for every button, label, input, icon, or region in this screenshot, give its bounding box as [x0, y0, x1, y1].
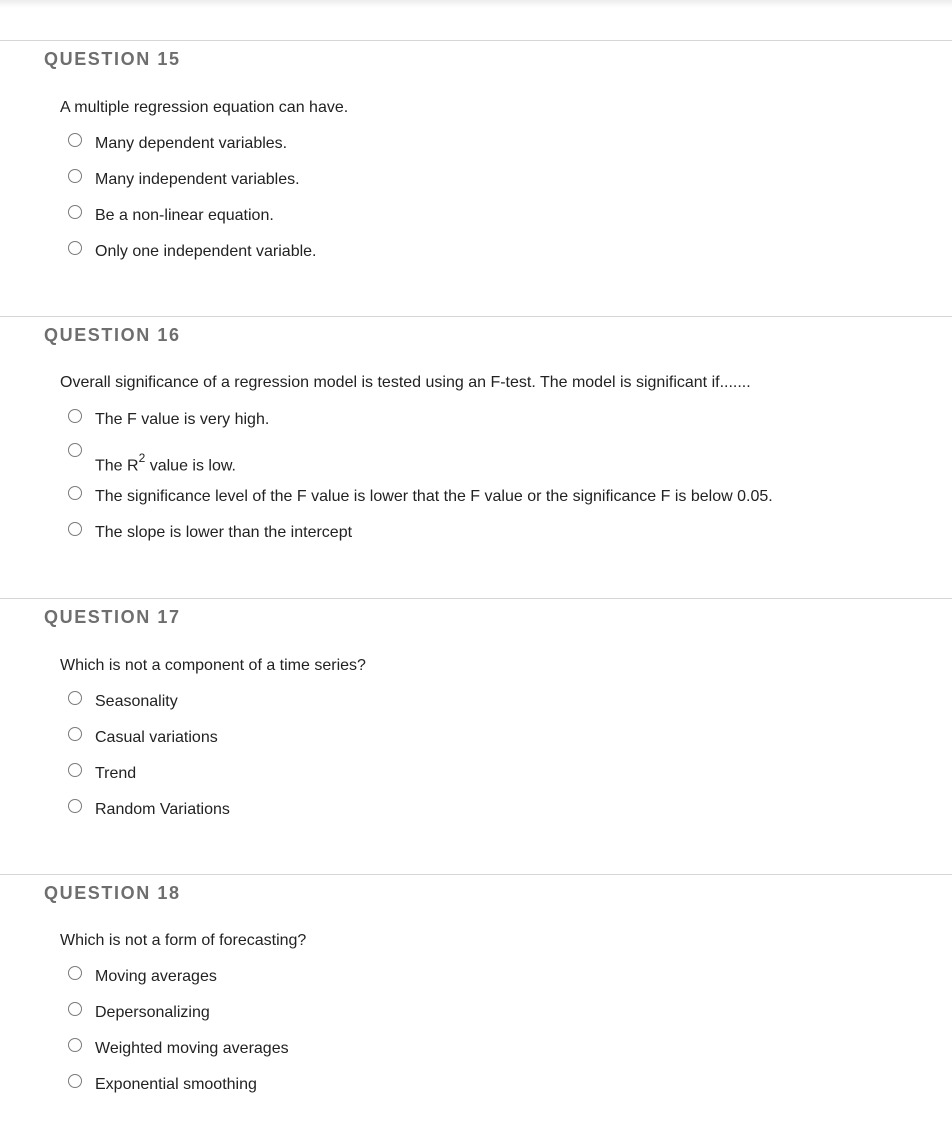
answer-label[interactable]: Seasonality	[95, 693, 178, 710]
answer-option[interactable]	[66, 133, 926, 157]
radio-button[interactable]	[68, 443, 82, 457]
radio-button[interactable]	[68, 522, 82, 536]
answer-label[interactable]: The significance level of the F value is lower that the F value or the significance F is below 0.05.	[95, 488, 773, 505]
answer-label[interactable]: The $R^2$ value is low.	[95, 451, 236, 475]
top-shadow	[0, 0, 952, 8]
answer-label[interactable]: Many dependent variables.	[95, 135, 288, 152]
radio-button[interactable]	[68, 1002, 82, 1016]
question-18	[0, 874, 952, 1129]
answer-label[interactable]: Be a non-linear equation.	[95, 207, 274, 224]
question-text: Which is not a component of a time series?	[60, 657, 366, 674]
radio-button[interactable]	[68, 169, 82, 183]
answer-label[interactable]: Exponential smoothing	[95, 1076, 257, 1093]
question-text: Which is not a form of forecasting?	[60, 932, 307, 949]
answer-option[interactable]	[66, 966, 926, 990]
answer-option[interactable]	[66, 205, 926, 229]
answer-option[interactable]	[66, 691, 926, 715]
answer-option[interactable]	[66, 241, 926, 265]
answer-label[interactable]: The slope is lower than the intercept	[95, 524, 353, 541]
answer-option[interactable]	[66, 169, 926, 193]
radio-button[interactable]	[68, 799, 82, 813]
question-title: QUESTION 18	[44, 883, 181, 903]
answer-label[interactable]: Trend	[95, 765, 137, 782]
radio-button[interactable]	[68, 1074, 82, 1088]
radio-button[interactable]	[68, 241, 82, 255]
answer-option[interactable]	[66, 763, 926, 787]
answer-label[interactable]: Random Variations	[95, 801, 230, 818]
answer-label[interactable]: Many independent variables.	[95, 171, 300, 188]
answer-label[interactable]: Moving averages	[95, 968, 217, 985]
radio-button[interactable]	[68, 409, 82, 423]
radio-button[interactable]	[68, 133, 82, 147]
answer-option[interactable]	[66, 727, 926, 751]
answer-option[interactable]	[66, 486, 926, 510]
answer-option[interactable]	[66, 409, 926, 433]
answer-option[interactable]	[66, 1074, 926, 1098]
answer-label[interactable]: Weighted moving averages	[95, 1040, 289, 1057]
question-16	[0, 316, 952, 598]
answer-option[interactable]	[66, 443, 926, 475]
answer-label[interactable]: Only one independent variable.	[95, 243, 317, 260]
radio-button[interactable]	[68, 727, 82, 741]
question-title: QUESTION 17	[44, 607, 181, 627]
answer-option[interactable]	[66, 1038, 926, 1062]
question-title: QUESTION 16	[44, 325, 181, 345]
answer-option[interactable]	[66, 522, 926, 546]
answer-option[interactable]	[66, 1002, 926, 1026]
question-text: Overall significance of a regression model is tested using an F-test. The model is significant if.......	[60, 374, 751, 391]
question-title: QUESTION 15	[44, 49, 181, 69]
answer-label[interactable]: Casual variations	[95, 729, 218, 746]
answer-option[interactable]	[66, 799, 926, 823]
question-15	[0, 40, 952, 316]
answer-label[interactable]: Depersonalizing	[95, 1004, 210, 1021]
radio-button[interactable]	[68, 966, 82, 980]
question-text: A multiple regression equation can have.	[60, 99, 349, 116]
radio-button[interactable]	[68, 763, 82, 777]
radio-button[interactable]	[68, 205, 82, 219]
radio-button[interactable]	[68, 1038, 82, 1052]
radio-button[interactable]	[68, 486, 82, 500]
radio-button[interactable]	[68, 691, 82, 705]
question-17	[0, 598, 952, 874]
answer-label[interactable]: The F value is very high.	[95, 411, 270, 428]
